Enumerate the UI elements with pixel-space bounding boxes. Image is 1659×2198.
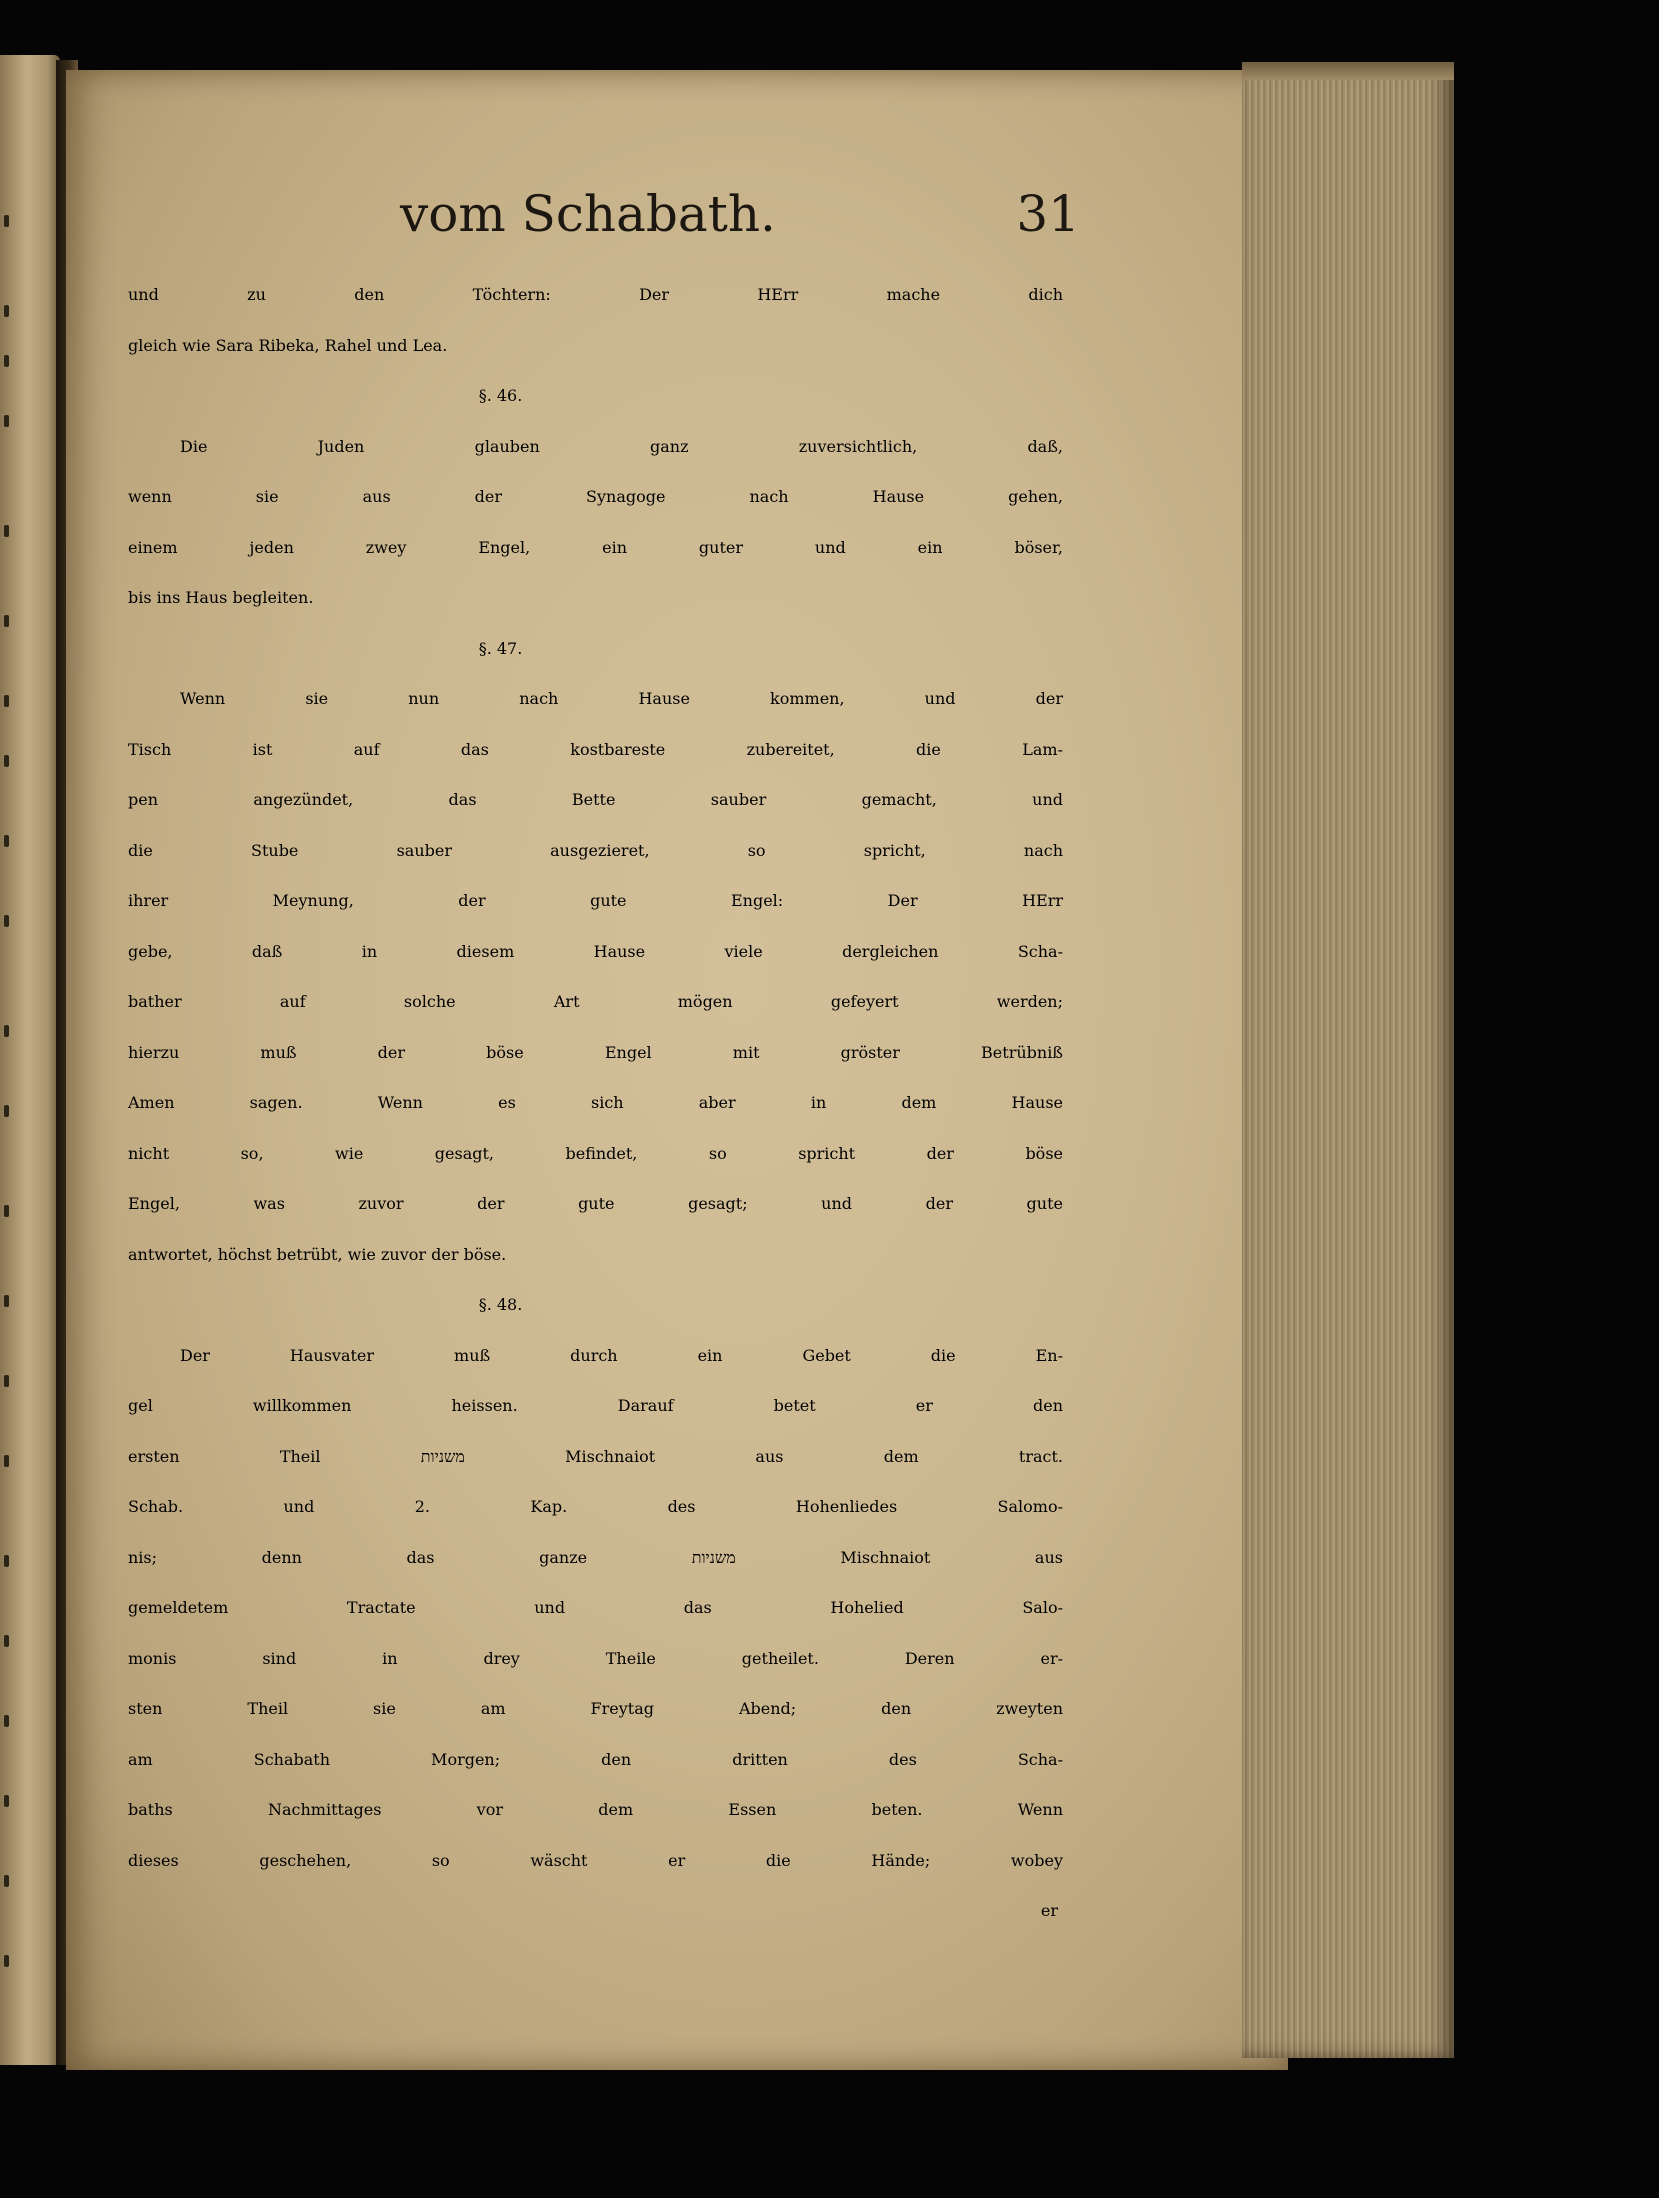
text-line: Die Juden glauben ganz zuversichtlich, daß, <box>180 436 1063 456</box>
section-number: §. 48. <box>478 1295 523 1314</box>
text-line: Engel, was zuvor der gute gesagt; und der gute <box>128 1194 1063 1213</box>
text-line: Tisch ist auf das kostbareste zubereitet, die Lam- <box>128 739 1063 759</box>
page-block-top <box>1242 62 1454 80</box>
text-line: ihrer Meynung, der gute Engel: Der HErr <box>128 891 1063 910</box>
text-line: pen angezündet, das Bette sauber gemacht, und <box>128 790 1063 809</box>
running-title: vom Schabath. <box>400 185 776 243</box>
text-line: antwortet, höchst betrübt, wie zuvor der böse. <box>128 1244 507 1264</box>
text-line: baths Nachmittages vor dem Essen beten. Wenn <box>128 1800 1063 1819</box>
page-block-edge <box>1242 62 1454 2058</box>
text-line: gemeldetem Tractate und das Hohelied Salo- <box>128 1598 1063 1617</box>
facing-page-edge <box>0 55 60 2065</box>
text-line: gebe, daß in diesem Hause viele dergleichen Scha- <box>128 941 1063 961</box>
text-line: gel willkommen heissen. Darauf betet er den <box>128 1396 1063 1415</box>
text-line: Schab. und 2. Kap. des Hohenliedes Salomo- <box>128 1497 1063 1516</box>
text-line: die Stube sauber ausgezieret, so spricht, nach <box>128 840 1063 860</box>
catchword: er <box>1040 1901 1058 1920</box>
body-text <box>128 285 1063 1952</box>
text-line: Der Hausvater muß durch ein Gebet die En- <box>180 1345 1063 1365</box>
text-line: einem jeden zwey Engel, ein guter und ein böser, <box>128 537 1063 557</box>
text-line: monis sind in drey Theile getheilet. Deren er- <box>128 1648 1063 1668</box>
section-number: §. 47. <box>478 638 523 658</box>
text-line: dieses geschehen, so wäscht er die Hände; wobey <box>128 1850 1063 1870</box>
text-line: und zu den Töchtern: Der HErr mache dich <box>128 285 1063 304</box>
running-header <box>400 185 1080 251</box>
text-line: wenn sie aus der Synagoge nach Hause gehen, <box>128 487 1063 506</box>
text-line: ersten Theil משניות Mischnaiot aus dem tract. <box>128 1446 1063 1466</box>
text-line: bis ins Haus begleiten. <box>128 588 314 607</box>
page-number: 31 <box>1016 185 1080 243</box>
text-line: nis; denn das ganze משניות Mischnaiot aus <box>128 1547 1063 1567</box>
text-line: sten Theil sie am Freytag Abend; den zweyten <box>128 1699 1063 1718</box>
facing-page-letter-fragments <box>4 55 18 2065</box>
text-line: hierzu muß der böse Engel mit gröster Betrübniß <box>128 1042 1063 1062</box>
text-line: Amen sagen. Wenn es sich aber in dem Hause <box>128 1093 1063 1112</box>
text-line: nicht so, wie gesagt, befindet, so spricht der böse <box>128 1143 1063 1163</box>
text-line: Wenn sie nun nach Hause kommen, und der <box>180 689 1063 708</box>
text-line: gleich wie Sara Ribeka, Rahel und Lea. <box>128 335 448 355</box>
text-line: bather auf solche Art mögen gefeyert werden; <box>128 992 1063 1011</box>
text-line: am Schabath Morgen; den dritten des Scha- <box>128 1749 1063 1769</box>
section-number: §. 46. <box>478 386 523 405</box>
